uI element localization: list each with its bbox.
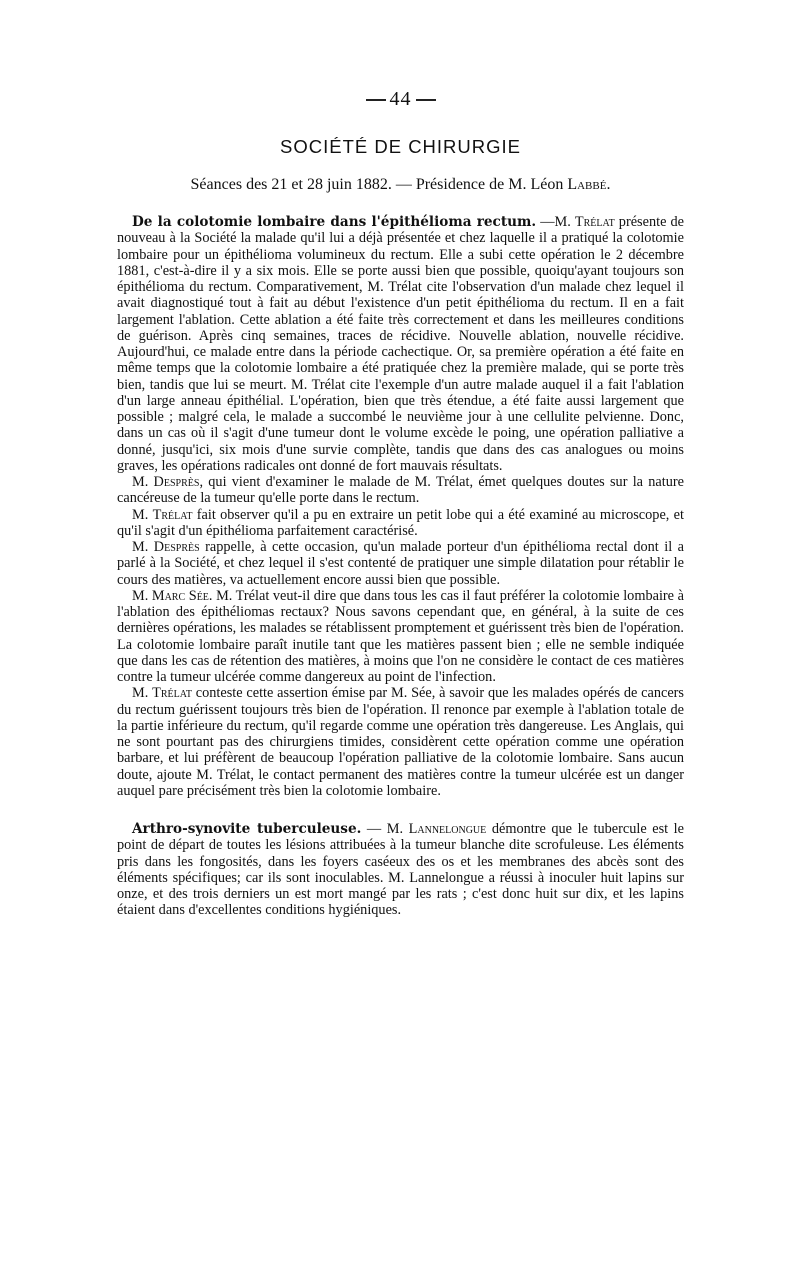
article2-title: Arthro-synovite tuberculeuse. [132,821,362,837]
paragraph-text: présente de nouveau à la Société la malade qu'il lui a déjà présentée et chez laquelle il a pratiqué la colotomie lombaire pour un épithélioma volumineux du rectum. Elle a subi cette opération le 2 décembre 1881, c'est-à-dire il y a six mois. Elle se porte aussi bien que possible, quoiqu'ayant toujours son épithélioma du rectum. Comparativement, M. Trélat cite l'observation d'un malade chez lequel il avait diagnostiqué tout à fait au début l'existence d'un petit épithélioma du rectum. Il en a fait largement l'ablation. Cette ablation a été faite très correctement et dans les meilleures conditions de guérison. Après cinq semaines, traces de récidive. Nouvelle ablation, nouvelle récidive. Aujourd'hui, ce malade entre dans la période cachectique. Or, sa première opération a été faite en même temps que la colotomie lombaire a été pratiquée chez la première malade, qui se porte très bien, tandis que lui se meurt. M. Trélat cite l'exemple d'un autre malade auquel il a fait l'ablation d'un large anneau épithélial. L'opération, bien que très étendue, a été faite aussi largement que possible ; malgré cela, le malade a succombé le neuvième jour à une cellulite pelvienne. Donc, dans un cas où il s'agit d'une tumeur dont le volume excède le poing, une opération palliative a donné, jusqu'ici, six mois d'une survie complète, tandis que dans des cas analogues ou moins graves, les opérations radicales ont donné de fort mauvais résultats. [117,214,685,474]
society-title: SOCIÉTÉ DE CHIRURGIE [280,136,521,157]
paragraph-text: fait observer qu'il a pu en extraire un petit lobe qui a été examiné au microscope, et qu'il s'agit d'un épithélioma parfaitement caractérisé. [117,506,684,539]
paragraph-text: démontre que le tubercule est le point de départ de toutes les lésions attribuées à la tumeur blanche dite scrofuleuse. Les éléments pris dans les fongosités, dans les foyers caséeux des os et les membranes des abcès sont des éléments spécifiques; car ils sont inoculables. M. Lannelongue a réussi à inoculer huit lapins sur onze, et des trois derniers un est mort mangé par les rats ; c'est donc huit sur dix, et les lapins étaient dans d'excellentes conditions hygiéniques. [117,821,685,919]
speaker-prefix: M. [132,539,154,555]
page-number [117,88,684,114]
speaker-name: Trélat [152,506,193,523]
session-suffix: . [606,176,611,193]
speaker-name: Lannelongue [408,821,487,837]
document-page [117,88,684,919]
article1-paragraph-3 [117,507,684,540]
page-number-dash-right [416,99,436,101]
article1-paragraph-2 [117,474,684,507]
session-president: Labbé [567,176,607,193]
page-number-dash-left [366,99,386,101]
speaker-name: Desprès [153,474,200,490]
speaker-prefix: M. [132,506,153,523]
page-number-value: 44 [389,88,412,110]
paragraph-text: . M. Trélat veut-il dire que dans tous les cas il faut préférer la colotomie lombaire à l'ablation des épithéliomas rectaux? Nous savons cependant que, en général, à la suite de ces dernières opérations, les malades se rétablissent promptement et guérissent très bien de l'opération. La colotomie lombaire paraît inutile tant que les matières passent bien ; elle ne semble indiquée que dans les cas de rétention des matières, à moins que l'on ne considère le contact de ces matières contre la tumeur ulcérée comme dangereux au point de l'infection. [117,587,684,685]
speaker-name: Desprès [153,539,200,555]
session-line [117,176,684,194]
paragraph-text: rappelle, à cette occasion, qu'un malade porteur d'un épithélioma rectal dont il a parlé à la Société, et chez lequel il s'est contenté de pratiquer une simple dilatation pour rétablir le cours des matières, va actuellement encore aussi bien que possible. [117,539,684,588]
article1-paragraph-5 [117,588,684,686]
article1-separator: —M. [536,214,575,230]
speaker-prefix: M. [132,474,154,490]
article1-title: De la colotomie lombaire dans l'épithélioma rectum. [132,214,537,230]
article1-paragraph-1 [117,214,684,474]
section-gap [117,799,684,821]
speaker-prefix: M. [132,685,153,702]
paragraph-text: , qui vient d'examiner le malade de M. Trélat, émet quelques doutes sur la nature cancéreuse de la tumeur qu'elle porte dans le rectum. [117,474,684,507]
article2-paragraph [117,821,684,919]
speaker-name: Marc Sée [151,587,209,604]
speaker-prefix: M. [132,587,152,604]
article1-paragraph-6 [117,685,684,799]
session-text: Séances des 21 et 28 juin 1882. — Présidence de M. Léon [190,176,568,193]
article1-paragraph-4 [117,539,684,588]
speaker-name: Trélat [574,214,615,230]
speaker-name: Trélat [152,685,192,702]
paragraph-text: conteste cette assertion émise par M. Sée, à savoir que les malades opérés de cancers du rectum guérissent toujours très bien de l'opération. Il renonce par exemple à l'ablation totale de la partie inférieure du rectum, qu'il regarde comme une opération très dangereuse. Les Anglais, qui ne sont pourtant pas des chirurgiens timides, considèrent cette opération comme une opération barbare, et lui préfèrent de beaucoup l'opération palliative de la colotomie lombaire. Sans aucun doute, ajoute M. Trélat, le contact permanent des matières contre la tumeur ulcérée est un danger auquel pare précisément très bien la colotomie lombaire. [117,685,684,799]
article2-separator: — M. [361,821,409,837]
